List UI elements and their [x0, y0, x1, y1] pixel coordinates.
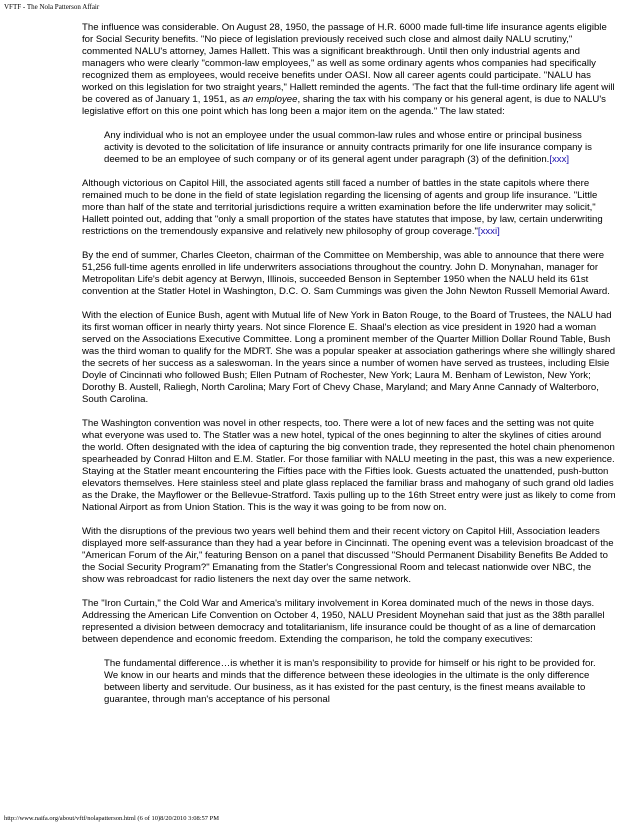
page-footer-url: http://www.naifa.org/about/vftf/nolapatterson.html (6 of 10)8/20/2010 3:08:57 PM — [4, 815, 220, 822]
paragraph-text: , sharing the tax with his company or his general agent, is due to NALU's legislative effort on this one point which has long been a major item on the agenda." The law stated: — [82, 94, 606, 117]
paragraph: With the election of Eunice Bush, agent with Mutual life of New York in Baton Rouge, to the Board of Trustees, the NALU had its first woman officer in nearly thirty years. Not since Florence E. Shaal's election as vice president in 1920 had a woman served on the Associations Executive Committee. Long a prominent member of the Quarter Million Dollar Round Table, Bush was the third woman to qualify for the MDRT. She was a popular speaker at association gatherings where she willingly shared the secrets of her success as a saleswoman. In the years since a number of women have served as trustees, including Elsie Doyle of Cincinnati who followed Bush; Ellen Putnam of Rochester, New York; Laura M. Benham of Lewiston, New York; Dorothy B. Austell, Raliegh, North Carolina; Mary Fort of Chevy Chase, Maryland; and Mary Anne Cannady of Walterboro, South Carolina. — [82, 310, 616, 405]
block-quote: The fundamental difference…is whether it is man's responsibility to provide for himself or his right to be provided for. We know in our hearts and minds that the difference between these ideologies in the ultimate is the only difference between liberty and servitude. Our business, as it has existed for the past century, is the finest means available to guarantee, through man's acceptance of his personal — [104, 658, 596, 705]
emphasis-text: an employee — [242, 94, 298, 105]
paragraph: The "Iron Curtain," the Cold War and America's military involvement in Korea dominated much of the news in those days. Addressing the American Life Convention on October 4, 1950, NALU President Moynehan said that just as the 38th parallel represented a division between democracy and totalitarianism, life insurance could be thought of as a line of demarcation between dependence and economic freedom. Extending the comparison, he told the company executives: — [82, 598, 605, 645]
paragraph — [82, 22, 616, 118]
paragraph — [82, 178, 616, 238]
block-quote — [82, 130, 616, 166]
page-header: VFTF - The Nola Patterson Affair — [4, 3, 100, 11]
article-body — [82, 22, 616, 718]
paragraph-text: The influence was considerable. On August 28, 1950, the passage of H.R. 6000 made full-time life insurance agents eligible for Social Security benefits. "No piece of legislation previously received such close and almost daily NALU scrutiny," commented NALU's attorney, James Hallett. This was a significant breakthrough. Until then only industrial agents and managers who were clearly "common-law employees," as well as some ordinary agents whos companies had specifically recognized them as employees, would receive benefits under OASI. Now all career agents could participate. "NALU has worked on this legislation for two straight years," Hallett reminded the agents. 'The fact that the full-time ordinary life agent will be covered as of January 1, 1951, as — [82, 22, 615, 105]
footnote-link[interactable]: [xxx] — [549, 154, 570, 165]
paragraph: With the disruptions of the previous two years well behind them and their recent victory on Capitol Hill, Association leaders displayed more self-assurance than they had a year before in Cincinnati. The opening event was a television broadcast of the "American Forum of the Air," featuring Benson on a panel that discussed "Should Permanent Disability Benefits Be Added to the Social Security Program?" Emanating from the Statler's Congressional Room and telecast nationwide over NBC, the show was rebroadcast for radio listeners the next day over the same network. — [82, 526, 614, 585]
paragraph: By the end of summer, Charles Cleeton, chairman of the Committee on Membership, was able to announce that there were 51,256 full-time agents enrolled in life underwriters associations throughout the country. John D. Monynahan, manager for Metropolitan Life's debit agency at Berwyn, Illinois, succeeded Benson in September 1950 when the NALU held its 61st convention at the Statler Hotel in Washington, D.C. O. Sam Cummings was given the John Newton Russell Memorial Award. — [82, 250, 610, 297]
footnote-link[interactable]: [xxxi] — [477, 226, 500, 237]
quote-text: Any individual who is not an employee under the usual common-law rules and whose entire or principal business activity is devoted to the solicitation of life insurance or annuity contracts primarily for one life insurance company is deemed to be an employee of such company or of its general agent under paragraph (3) of the definition. — [104, 130, 592, 165]
paragraph: The Washington convention was novel in other respects, too. There were a lot of new faces and the setting was not quite what everyone was used to. The Statler was a new hotel, typical of the ones beginning to alter the skylines of cities around the world. Often designated with the idea of capturing the big convention trade, they represented the hotel chain phenomenon spearheaded by Conrad Hilton and E.M. Statler. For those familiar with NALU meeting in the past, this was a new experience. Staying at the Statler meant encountering the Fifties pace with the Fifties look. Guests actuated the unattended, push-button elevators themselves. Here stainless steel and plate glass replaced the familiar brass and mahogany of such grand old ladies as the Drake, the Mayflower or the Bellevue-Stratford. Taxis pulling up to the 16th Street entry were just as likely to come from National Airport as from Union Station. This is the way it was going to be from now on. — [82, 418, 616, 513]
paragraph-text: Although victorious on Capitol Hill, the associated agents still faced a number of battles in the state capitols where there remained much to be done in the field of state legislation regarding the licensing of agents and group life insurance. "Little more than half of the state and territorial jurisdictions require a written examination before the life underwriter may solicit," Hallett pointed out, adding that "only a small proportion of the states have statutes that impose, by law, certain underwriting restrictions on the tremendously expansive and relatively new philosophy of group coverage." — [82, 178, 603, 237]
